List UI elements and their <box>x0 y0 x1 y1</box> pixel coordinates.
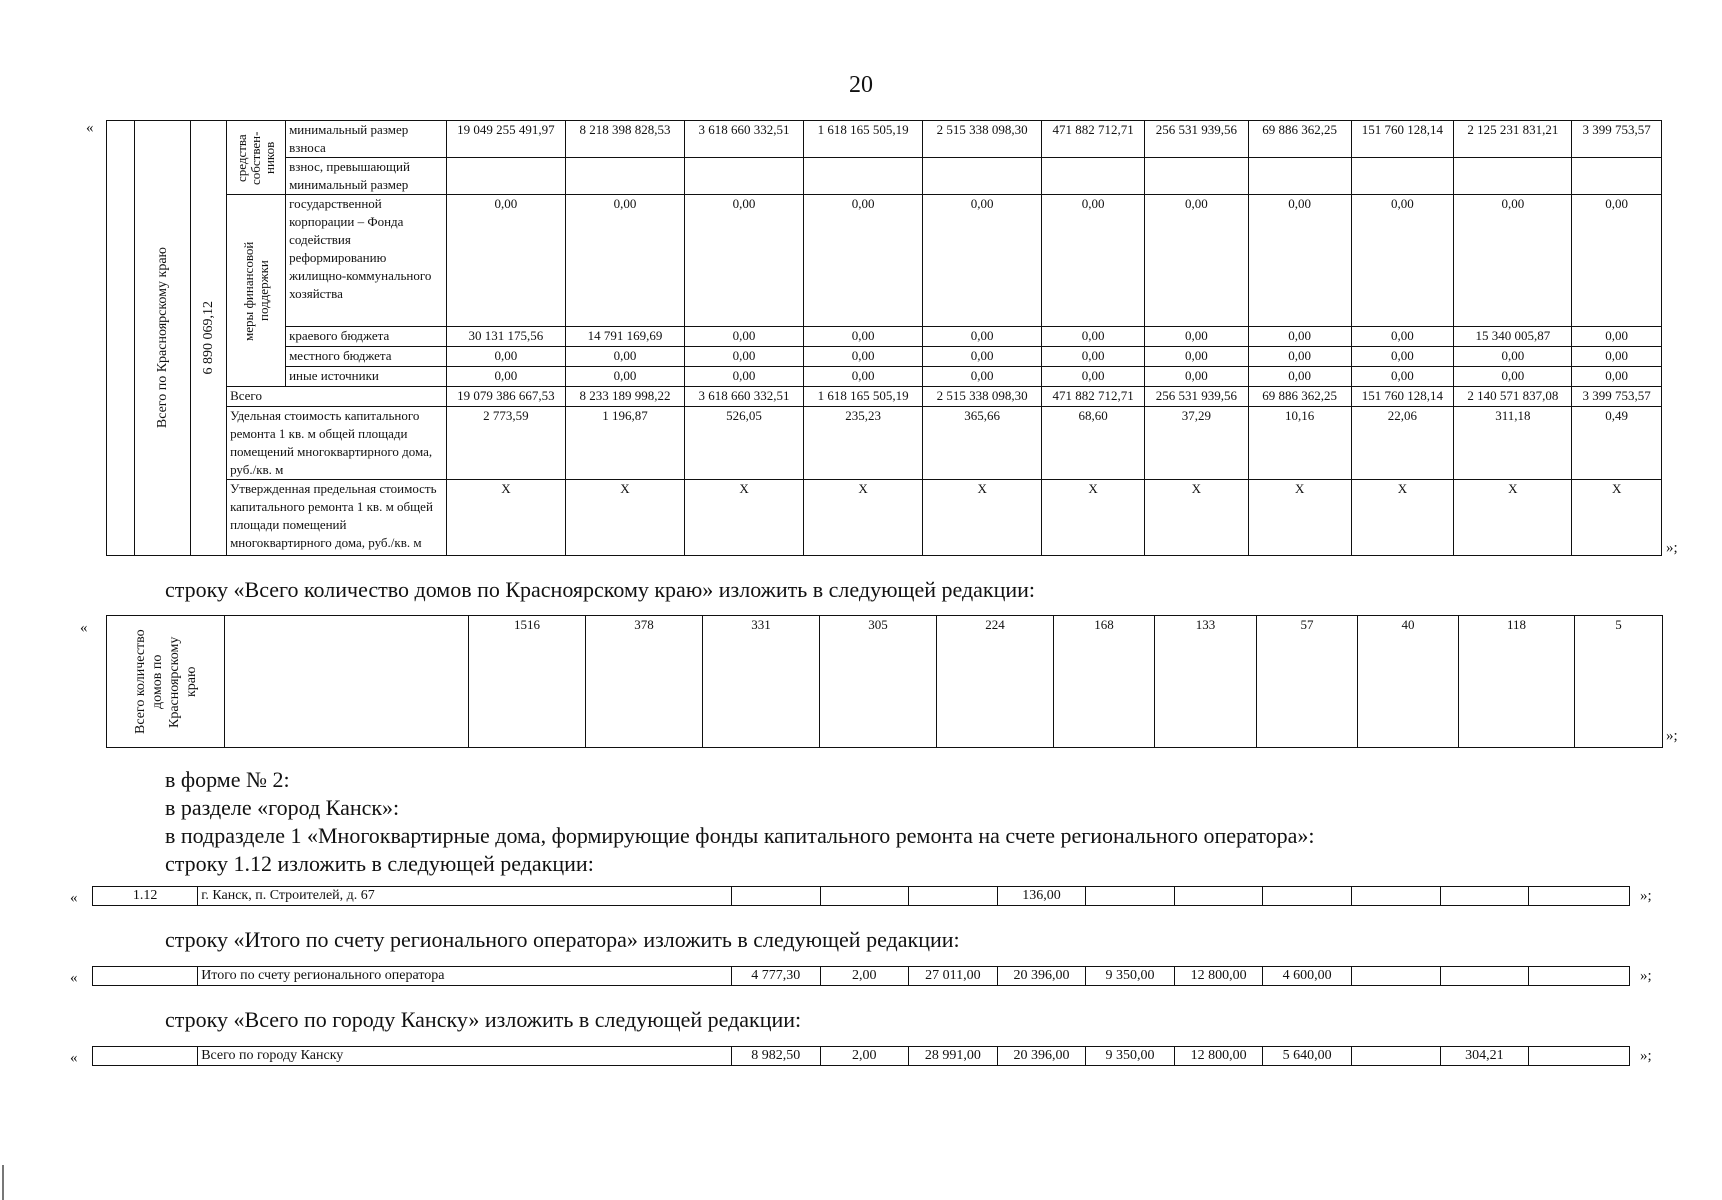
area-value: 6 890 069,12 <box>200 301 216 375</box>
value-cell: 0,00 <box>923 327 1042 347</box>
value-cell: 0,00 <box>1351 195 1454 327</box>
value-cell: 3 399 753,57 <box>1572 387 1662 407</box>
value-cell <box>909 887 998 906</box>
value-cell: 0,00 <box>804 195 923 327</box>
count-cell: 331 <box>703 616 820 748</box>
row-header-cell <box>135 121 191 556</box>
row-header-cell <box>107 616 225 748</box>
value-cell: 0,00 <box>565 347 684 367</box>
row-label: Итого по счету регионального оператора <box>198 967 732 986</box>
value-cell: 0,00 <box>446 347 565 367</box>
value-cell: 0,00 <box>1248 195 1351 327</box>
count-cell: 224 <box>937 616 1054 748</box>
value-cell: 0,00 <box>1144 327 1248 347</box>
close-quote: »; <box>1666 728 1678 744</box>
value-cell: X <box>923 480 1042 556</box>
value-cell: 0,00 <box>1572 195 1662 327</box>
value-cell <box>1248 158 1351 195</box>
financing-table <box>106 120 1662 556</box>
value-cell: 0,00 <box>446 195 565 327</box>
value-cell: 69 886 362,25 <box>1248 387 1351 407</box>
value-cell: 0,00 <box>684 347 803 367</box>
value-cell <box>1042 158 1145 195</box>
value-cell: 12 800,00 <box>1174 1047 1263 1066</box>
close-quote: »; <box>1666 540 1678 556</box>
value-cell: 0,00 <box>923 347 1042 367</box>
row-label: Всего по городу Канску <box>198 1047 732 1066</box>
value-cell: 4 600,00 <box>1263 967 1352 986</box>
value-cell: 2 125 231 831,21 <box>1454 121 1572 158</box>
value-cell: 19 049 255 491,97 <box>446 121 565 158</box>
row-vsego <box>92 1046 1630 1066</box>
value-cell: 68,60 <box>1042 407 1145 480</box>
row-label: г. Канск, п. Строителей, д. 67 <box>198 887 732 906</box>
area-cell <box>191 121 227 556</box>
open-quote: « <box>70 1050 78 1066</box>
row-label: Всего <box>227 387 447 407</box>
instruction-line-2: в разделе «город Канск»: <box>165 795 400 820</box>
value-cell: 10,16 <box>1248 407 1351 480</box>
scan-edge-line <box>2 1165 4 1200</box>
row-label: минимальный размер взноса <box>286 121 447 158</box>
value-cell: 0,00 <box>1454 367 1572 387</box>
value-cell: 0,00 <box>684 367 803 387</box>
value-cell: 0,00 <box>1351 327 1454 347</box>
value-cell: 19 079 386 667,53 <box>446 387 565 407</box>
houses-count-table <box>106 615 1663 748</box>
value-cell: 1 618 165 505,19 <box>804 121 923 158</box>
value-cell: 0,00 <box>684 195 803 327</box>
value-cell: X <box>1572 480 1662 556</box>
table-row <box>107 347 1662 367</box>
group-owners-label: средства собствен-ников <box>234 130 278 185</box>
value-cell <box>1529 967 1630 986</box>
count-cell: 1516 <box>469 616 586 748</box>
value-cell: X <box>1351 480 1454 556</box>
value-cell: 3 618 660 332,51 <box>684 387 803 407</box>
value-cell: 0,00 <box>565 195 684 327</box>
instruction-paragraph: строку «Всего по городу Канску» изложить в следующей редакции: <box>165 1007 802 1032</box>
count-cell: 168 <box>1054 616 1155 748</box>
count-cell: 57 <box>1257 616 1358 748</box>
value-cell: 526,05 <box>684 407 803 480</box>
value-cell: 4 777,30 <box>731 967 820 986</box>
value-cell: 8 982,50 <box>731 1047 820 1066</box>
open-quote: « <box>80 620 88 636</box>
count-cell: 133 <box>1155 616 1257 748</box>
table-row <box>107 195 1662 327</box>
value-cell: 1 618 165 505,19 <box>804 387 923 407</box>
value-cell: 365,66 <box>923 407 1042 480</box>
instruction-line-3: в подразделе 1 «Многоквартирные дома, формирующие фонды капитального ремонта на счете регионального оператора»: <box>165 823 1315 848</box>
value-cell <box>923 158 1042 195</box>
value-cell: 2 515 338 098,30 <box>923 387 1042 407</box>
value-cell: 9 350,00 <box>1086 1047 1175 1066</box>
value-cell <box>1144 158 1248 195</box>
value-cell: 0,00 <box>923 367 1042 387</box>
table-row <box>93 967 1630 986</box>
value-cell: X <box>804 480 923 556</box>
row-label: Утвержденная предельная стоимость капитального ремонта 1 кв. м общей площади помещений многоквартирного дома, руб./кв. м <box>227 480 447 556</box>
instruction-paragraph: строку «Всего количество домов по Красноярскому краю» изложить в следующей редакции: <box>165 577 1036 602</box>
blank-cell <box>107 121 135 556</box>
value-cell: 9 350,00 <box>1086 967 1175 986</box>
table-row <box>107 158 1662 195</box>
value-cell: 151 760 128,14 <box>1351 387 1454 407</box>
count-cell: 5 <box>1575 616 1663 748</box>
value-cell: 304,21 <box>1440 1047 1529 1066</box>
value-cell: 151 760 128,14 <box>1351 121 1454 158</box>
value-cell: 20 396,00 <box>997 967 1086 986</box>
value-cell: X <box>565 480 684 556</box>
value-cell <box>1351 967 1440 986</box>
close-quote: »; <box>1640 1048 1652 1064</box>
value-cell <box>1529 887 1630 906</box>
value-cell: 2,00 <box>820 967 909 986</box>
open-quote: « <box>70 970 78 986</box>
value-cell: 0,00 <box>1572 327 1662 347</box>
value-cell: 0,00 <box>804 327 923 347</box>
row-number: 1.12 <box>93 887 198 906</box>
value-cell <box>1351 887 1440 906</box>
value-cell <box>1572 158 1662 195</box>
value-cell: 0,00 <box>1454 347 1572 367</box>
value-cell <box>1529 1047 1630 1066</box>
instruction-paragraph: строку «Итого по счету регионального оператора» изложить в следующей редакции: <box>165 927 960 952</box>
value-cell: 0,00 <box>1351 367 1454 387</box>
table-row <box>107 327 1662 347</box>
value-cell: 0,49 <box>1572 407 1662 480</box>
group-owners-cell <box>227 121 286 195</box>
value-cell: 20 396,00 <box>997 1047 1086 1066</box>
row-label: государственной корпорации – Фонда содействия реформированию жилищно-коммунального хозяйства <box>286 195 447 327</box>
page-number: 20 <box>849 72 873 98</box>
value-cell: 5 640,00 <box>1263 1047 1352 1066</box>
value-cell: 0,00 <box>1248 347 1351 367</box>
value-cell: 0,00 <box>1144 195 1248 327</box>
table-row <box>107 480 1662 556</box>
row-header: Всего по Красноярскому краю <box>154 247 170 429</box>
close-quote: »; <box>1640 888 1652 904</box>
value-cell: 471 882 712,71 <box>1042 387 1145 407</box>
instruction-line-4: строку 1.12 изложить в следующей редакции: <box>165 851 594 876</box>
value-cell <box>731 887 820 906</box>
value-cell: 69 886 362,25 <box>1248 121 1351 158</box>
value-cell: 0,00 <box>1042 327 1145 347</box>
row-itogo <box>92 966 1630 986</box>
value-cell: 22,06 <box>1351 407 1454 480</box>
value-cell: 0,00 <box>923 195 1042 327</box>
value-cell: 0,00 <box>565 367 684 387</box>
value-cell: 8 233 189 998,22 <box>565 387 684 407</box>
row-label: местного бюджета <box>286 347 447 367</box>
value-cell: 3 399 753,57 <box>1572 121 1662 158</box>
table-row <box>107 387 1662 407</box>
value-cell: 8 218 398 828,53 <box>565 121 684 158</box>
row-label: Удельная стоимость капитального ремонта 1 кв. м общей площади помещений многоквартирного дома, руб./кв. м <box>227 407 447 480</box>
table-row <box>93 887 1630 906</box>
value-cell: 0,00 <box>1144 347 1248 367</box>
close-quote: »; <box>1640 968 1652 984</box>
value-cell: 15 340 005,87 <box>1454 327 1572 347</box>
table-row <box>93 1047 1630 1066</box>
value-cell: 12 800,00 <box>1174 967 1263 986</box>
value-cell <box>1454 158 1572 195</box>
value-cell: 2,00 <box>820 1047 909 1066</box>
value-cell: 30 131 175,56 <box>446 327 565 347</box>
row-label: иные источники <box>286 367 447 387</box>
row-number <box>93 1047 198 1066</box>
table-row <box>107 407 1662 480</box>
value-cell: 0,00 <box>1042 347 1145 367</box>
count-cell: 305 <box>820 616 937 748</box>
value-cell: 28 991,00 <box>909 1047 998 1066</box>
value-cell <box>1086 887 1175 906</box>
value-cell: X <box>446 480 565 556</box>
value-cell: 37,29 <box>1144 407 1248 480</box>
value-cell <box>820 887 909 906</box>
value-cell: 1 196,87 <box>565 407 684 480</box>
value-cell: 0,00 <box>1454 195 1572 327</box>
value-cell <box>804 158 923 195</box>
table-row <box>107 121 1662 158</box>
value-cell: 0,00 <box>1248 327 1351 347</box>
instruction-line-1: в форме № 2: <box>165 767 290 792</box>
value-cell <box>1174 887 1263 906</box>
group-support-label: меры финансовой поддержки <box>241 240 272 341</box>
value-cell: 3 618 660 332,51 <box>684 121 803 158</box>
row-label: краевого бюджета <box>286 327 447 347</box>
value-cell: 256 531 939,56 <box>1144 387 1248 407</box>
group-support-cell <box>227 195 286 387</box>
count-cell: 118 <box>1459 616 1575 748</box>
value-cell: 0,00 <box>1572 347 1662 367</box>
open-quote: « <box>70 890 78 906</box>
value-cell <box>446 158 565 195</box>
value-cell: X <box>1144 480 1248 556</box>
value-cell: 471 882 712,71 <box>1042 121 1145 158</box>
value-cell: X <box>1454 480 1572 556</box>
value-cell: 0,00 <box>804 347 923 367</box>
value-cell <box>684 158 803 195</box>
value-cell: 0,00 <box>1572 367 1662 387</box>
value-cell: 2 140 571 837,08 <box>1454 387 1572 407</box>
value-cell: 0,00 <box>446 367 565 387</box>
value-cell: 0,00 <box>1351 347 1454 367</box>
value-cell <box>1440 887 1529 906</box>
value-cell: 27 011,00 <box>909 967 998 986</box>
count-cell: 378 <box>586 616 703 748</box>
value-cell: X <box>1042 480 1145 556</box>
value-cell: 0,00 <box>684 327 803 347</box>
row-number <box>93 967 198 986</box>
row-label: взнос, превышающий минимальный размер <box>286 158 447 195</box>
value-cell: X <box>1248 480 1351 556</box>
value-cell <box>565 158 684 195</box>
value-cell: 0,00 <box>804 367 923 387</box>
value-cell: 235,23 <box>804 407 923 480</box>
value-cell: 0,00 <box>1144 367 1248 387</box>
value-cell: 14 791 169,69 <box>565 327 684 347</box>
value-cell: 311,18 <box>1454 407 1572 480</box>
value-cell: 2 515 338 098,30 <box>923 121 1042 158</box>
value-cell: 256 531 939,56 <box>1144 121 1248 158</box>
value-cell: 136,00 <box>997 887 1086 906</box>
value-cell <box>1263 887 1352 906</box>
value-cell: X <box>684 480 803 556</box>
row-header: Всего количество домов по Красноярскому краю <box>132 629 199 734</box>
row-1-12 <box>92 886 1630 906</box>
blank-cell <box>225 616 469 748</box>
value-cell: 0,00 <box>1042 195 1145 327</box>
value-cell <box>1440 967 1529 986</box>
value-cell: 0,00 <box>1042 367 1145 387</box>
count-cell: 40 <box>1358 616 1459 748</box>
open-quote: « <box>86 120 94 136</box>
value-cell: 0,00 <box>1248 367 1351 387</box>
value-cell <box>1351 158 1454 195</box>
table-row <box>107 367 1662 387</box>
value-cell <box>1351 1047 1440 1066</box>
value-cell: 2 773,59 <box>446 407 565 480</box>
